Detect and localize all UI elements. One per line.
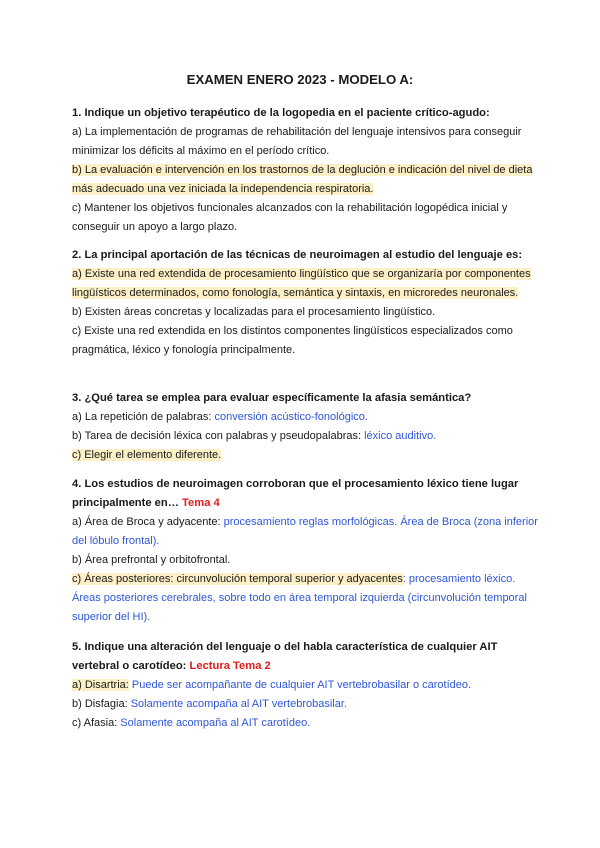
question-5-option-a (72, 676, 542, 695)
question-2 (72, 246, 542, 360)
question-3-option-b-note: léxico auditivo. (364, 430, 437, 442)
question-5-option-c (72, 714, 542, 733)
question-4-option-c-note: : procesamiento léxico. Áreas posteriores cerebrales, sobre todo en área temporal izquierda (circunvolución temporal superior del HI). (72, 573, 527, 623)
question-5-tag: Lectura Tema 2 (189, 660, 271, 672)
question-5-option-b-note: Solamente acompaña al AIT vertebrobasilar. (130, 698, 347, 710)
question-5-title-wrap (72, 638, 542, 676)
question-3-option-a (72, 408, 542, 427)
question-3-option-b (72, 427, 542, 446)
question-1-title: 1. Indique un objetivo terapéutico de la logopedia en el paciente crítico-agudo: (72, 107, 490, 119)
question-1 (72, 104, 542, 237)
question-4-option-c-text: c) Áreas posteriores: circunvolución temporal superior y adyacentes (72, 573, 403, 585)
question-1-option-c: c) Mantener los objetivos funcionales alcanzados con la rehabilitación logopédica inicial y conseguir un apoyo a largo plazo. (72, 202, 508, 233)
question-3-option-a-note: conversión acústico-fonológico. (214, 411, 368, 423)
question-4-option-b: b) Área prefrontal y orbitofrontal. (72, 554, 231, 566)
question-5-option-b (72, 695, 542, 714)
question-2-title: 2. La principal aportación de las técnicas de neuroimagen al estudio del lenguaje es: (72, 249, 523, 261)
question-5-option-a-note: Puede ser acompañante de cualquier AIT vertebrobasilar o carotídeo. (128, 679, 472, 691)
question-4-tag: Tema 4 (182, 497, 220, 509)
question-5-option-c-note: Solamente acompaña al AIT carotídeo. (120, 717, 311, 729)
question-4-title-wrap (72, 475, 542, 513)
question-4-option-a-note: procesamiento reglas morfológicas. Área de Broca (zona inferior del lóbulo frontal). (72, 516, 538, 547)
question-4 (72, 475, 542, 627)
question-4-option-c (72, 570, 542, 627)
page-title: EXAMEN ENERO 2023 - MODELO A: (186, 72, 414, 87)
question-3 (72, 389, 542, 465)
question-5-option-c-text: c) Afasia: (72, 717, 121, 729)
question-4-option-a (72, 513, 542, 551)
question-3-option-c: c) Elegir el elemento diferente. (72, 449, 222, 461)
question-1-option-b: b) La evaluación e intervención en los trastornos de la deglución e indicación del nivel de dieta más adecuado una vez iniciada la independencia respiratoria. (72, 164, 533, 195)
question-2-option-b: b) Existen áreas concretas y localizadas para el procesamiento lingüístico. (72, 306, 436, 318)
question-4-option-a-text: a) Área de Broca y adyacente: (72, 516, 224, 528)
question-3-option-b-text: b) Tarea de decisión léxica con palabras y pseudopalabras: (72, 430, 365, 442)
question-3-option-a-text: a) La repetición de palabras: (72, 411, 215, 423)
question-1-option-a: a) La implementación de programas de rehabilitación del lenguaje intensivos para conseguir minimizar los déficits al máximo en el período crítico. (72, 126, 522, 157)
question-5 (72, 638, 542, 733)
question-2-option-c: c) Existe una red extendida en los distintos componentes lingüísticos especializados como pragmática, léxico y fonología principalmente. (72, 325, 513, 356)
question-5-title: 5. Indique una alteración del lenguaje o del habla característica de cualquier AIT vertebral o carotídeo: (72, 641, 498, 672)
question-5-option-b-text: b) Disfagia: (72, 698, 131, 710)
question-2-option-a: a) Existe una red extendida de procesamiento lingüístico que se organizaría por componentes lingüísticos determinados, como fonología, semántica y sintaxis, en microredes neuronales. (72, 268, 531, 299)
question-3-title: 3. ¿Qué tarea se emplea para evaluar específicamente la afasia semántica? (72, 392, 472, 404)
question-5-option-a-text: a) Disartria: (72, 679, 129, 691)
question-4-title: 4. Los estudios de neuroimagen corroboran que el procesamiento léxico tiene lugar principalmente en… (72, 478, 519, 509)
